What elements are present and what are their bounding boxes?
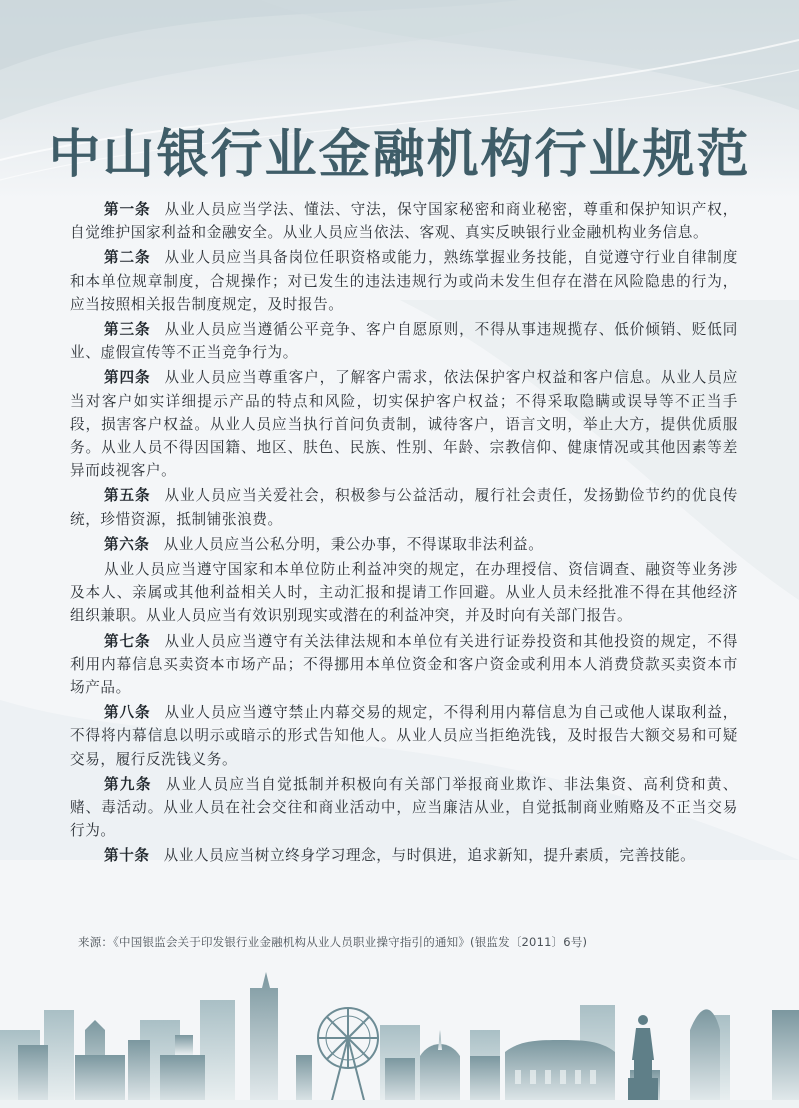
article-label: 第八条 (104, 704, 151, 722)
article-text: 从业人员应当公私分明，秉公办事，不得谋取非法利益。 (163, 535, 544, 553)
article-10 (70, 844, 738, 867)
article-7 (70, 630, 738, 700)
city-skyline-illustration (0, 960, 799, 1108)
article-label: 第五条 (104, 487, 151, 505)
article-label: 第一条 (104, 201, 151, 218)
page-title: 中山银行业金融机构行业规范 (48, 125, 751, 185)
source-citation: 来源：《中国银监会关于印发银行业金融机构从业人员职业操守指引的通知》(银监发〔2011〕6号) (78, 935, 588, 949)
article-label: 第三条 (104, 321, 151, 339)
article-8 (70, 701, 738, 771)
article-5 (70, 484, 738, 530)
article-text: 从业人员应当遵循公平竞争、客户自愿原则，不得从事违规揽存、低价倾销、贬低同业、虚假宣传等不正当竞争行为。 (70, 321, 738, 362)
article-label: 第二条 (104, 249, 151, 267)
article-text: 从业人员应当遵守禁止内幕交易的规定，不得利用内幕信息为自己或他人谋取利益，不得将内幕信息以明示或暗示的形式告知他人。从业人员应当拒绝洗钱，及时报告大额交易和可疑交易，履行反洗钱义务。 (70, 704, 738, 768)
article-6-paragraph-2 (70, 558, 738, 628)
article-text: 从业人员应当遵守有关法律法规和本单位有关进行证券投资和其他投资的规定，不得利用内幕信息买卖资本市场产品；不得挪用本单位资金和客户资金或利用本人消费贷款买卖资本市场产品。 (70, 632, 738, 697)
article-text: 从业人员应当尊重客户，了解客户需求，依法保护客户权益和客户信息。从业人员应当对客户如实详细提示产品的特点和风险，切实保护客户权益；不得采取隐瞒或误导等不正当手段，损害客户权益。从业人员应当执行首问负责制，诚待客户，语言文明，举止大方，提供优质服务。从业人员不得因国籍、地区、肤色、民族、性别、年龄、宗教信仰、健康情况或其他因素等差异而歧视客户。 (70, 369, 738, 480)
article-text: 从业人员应当具备岗位任职资格或能力，熟练掌握业务技能，自觉遵守行业自律制度和本单位规章制度，合规操作；对已发生的违法违规行为或尚未发生但存在潜在风险隐患的行为，应当按照相关报告制度规定，及时报告。 (70, 249, 738, 313)
article-4 (70, 366, 738, 482)
article-6 (70, 533, 738, 556)
article-text: 从业人员应当树立终身学习理念，与时俱进，追求新知，提升素质，完善技能。 (163, 847, 696, 865)
article-text: 从业人员应当关爱社会，积极参与公益活动，履行社会责任，发扬勤俭节约的优良传统，珍惜资源，抵制铺张浪费。 (70, 487, 738, 528)
article-label: 第七条 (104, 632, 151, 650)
article-3 (70, 318, 738, 364)
article-9 (70, 773, 738, 843)
article-text: 从业人员应当遵守国家和本单位防止利益冲突的规定，在办理授信、资信调查、融资等业务涉及本人、亲属或其他利益相关人时，主动汇报和提请工作回避。从业人员未经批准不得在其他经济组织兼职。从业人员应当有效识别现实或潜在的利益冲突，并及时向有关部门报告。 (70, 561, 738, 625)
article-1 (70, 198, 738, 244)
regulation-articles (70, 198, 738, 870)
article-label: 第十条 (104, 847, 150, 865)
article-label: 第四条 (104, 369, 151, 387)
article-text: 从业人员应当学法、懂法、守法，保守国家秘密和商业秘密，尊重和保护知识产权，自觉维护国家利益和金融安全。从业人员应当依法、客观、真实反映银行业金融机构业务信息。 (70, 201, 738, 242)
article-2 (70, 246, 738, 316)
article-label: 第六条 (104, 535, 150, 553)
article-label: 第九条 (104, 775, 152, 793)
article-text: 从业人员应当自觉抵制并积极向有关部门举报商业欺诈、非法集资、高利贷和黄、赌、毒活动。从业人员在社会交往和商业活动中，应当廉洁从业，自觉抵制商业贿赂及不正当交易行为。 (70, 775, 738, 840)
